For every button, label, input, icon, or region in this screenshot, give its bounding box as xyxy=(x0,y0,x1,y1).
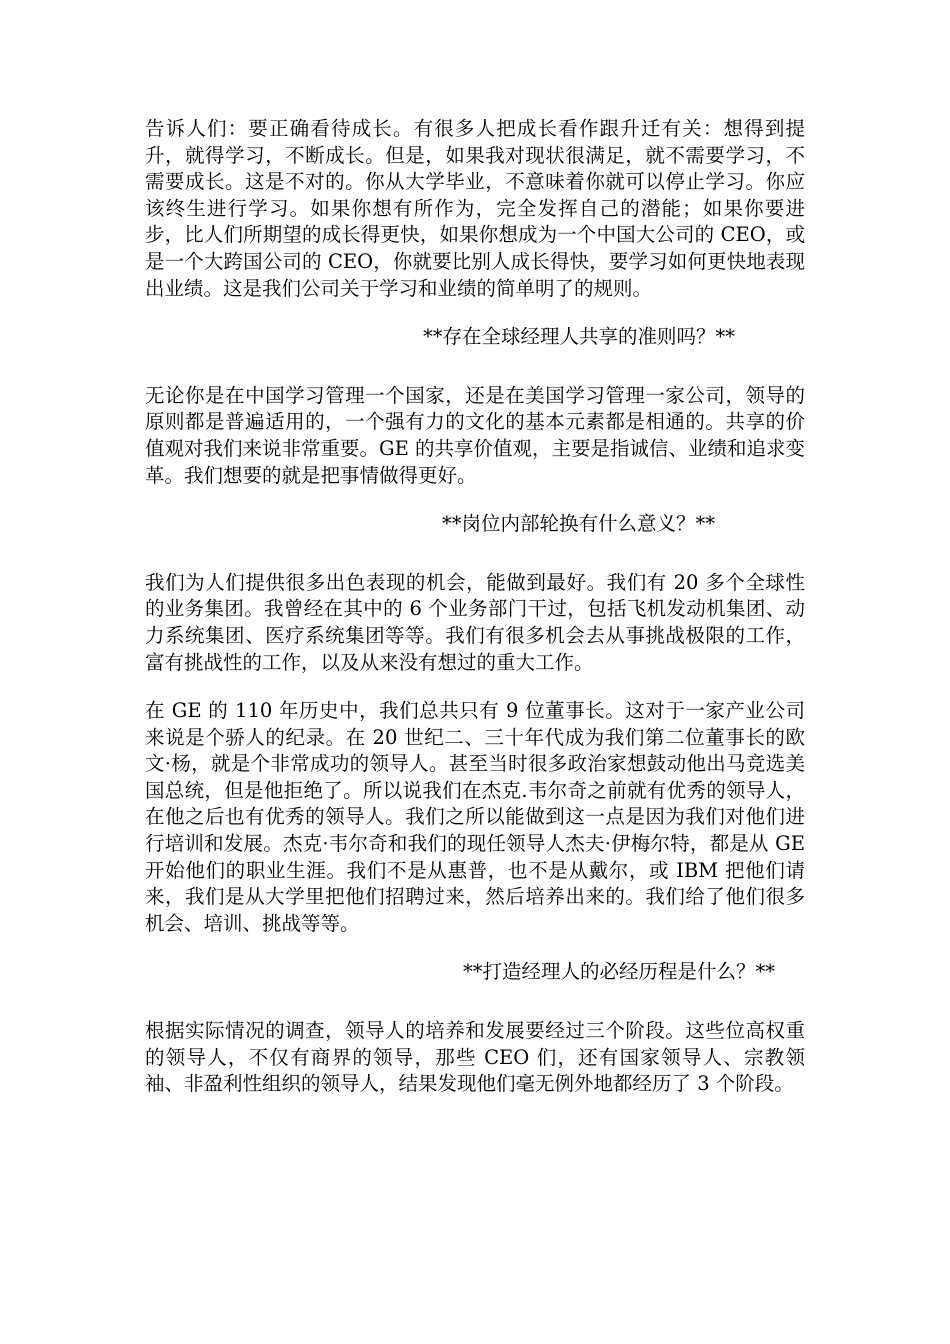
paragraph-ge-history: 在 GE 的 110 年历史中，我们总共只有 9 位董事长。这对于一家产业公司来说是个骄人的纪录。在 20 世纪二、三十年代成为我们第二位董事长的欧文·杨，就是个非常成功的领导人。甚至当时很多政治家想鼓动他出马竞选美国总统，但是他拒绝了。所以说我们在杰克.韦尔奇之前就有优秀的领导人，在他之后也有优秀的领导人。我们之所以能做到这一点是因为我们对他们进行培训和发展。杰克·韦尔奇和我们的现任领导人杰夫·伊梅尔特，都是从 GE 开始他们的职业生涯。我们不是从惠普，也不是从戴尔，或 IBM 把他们请来，我们是从大学里把他们招聘过来，然后培养出来的。我们给了他们很多机会、培训、挑战等等。 xyxy=(145,699,805,935)
spacer xyxy=(145,351,805,383)
spacer xyxy=(145,538,805,570)
document-body xyxy=(145,116,805,1098)
spacer xyxy=(145,676,805,698)
heading-global-principles: **存在全球经理人共享的准则吗？** xyxy=(422,325,735,349)
paragraph-shared-values: 无论你是在中国学习管理一个国家，还是在美国学习管理一家公司，领导的原则都是普遍适用的，一个强有力的文化的基本元素都是相通的。共享的价值观对我们来说非常重要。GE 的共享价值观，主要是指诚信、业绩和追求变革。我们想要的就是把事情做得更好。 xyxy=(145,383,806,487)
spacer xyxy=(145,489,805,511)
spacer xyxy=(145,986,805,1018)
paragraph-three-stages: 根据实际情况的调查，领导人的培养和发展要经过三个阶段。这些位高权重的领导人，不仅有商界的领导，那些 CEO 们，还有国家领导人、宗教领袖、非盈利性组织的领导人，结果发现他们毫无例外地都经历了 3 个阶段。 xyxy=(145,1019,805,1096)
heading-manager-path: **打造经理人的必经历程是什么？** xyxy=(462,960,775,984)
paragraph-opportunities: 我们为人们提供很多出色表现的机会，能做到最好。我们有 20 多个全球性的业务集团。我曾经在其中的 6 个业务部门干过，包括飞机发动机集团、动力系统集团、医疗系统集团等等。我们有很多机会去从事挑战极限的工作，富有挑战性的工作，以及从来没有想过的重大工作。 xyxy=(145,570,805,674)
heading-job-rotation: **岗位内部轮换有什么意义？** xyxy=(441,512,715,536)
spacer xyxy=(145,302,805,324)
spacer xyxy=(145,937,805,959)
paragraph-growth: 告诉人们：要正确看待成长。有很多人把成长看作跟升迁有关：想得到提升，就得学习，不断成长。但是，如果我对现状很满足，就不需要学习，不需要成长。这是不对的。你从大学毕业，不意味着你就可以停止学习。你应该终生进行学习。如果你想有所作为，完全发挥自己的潜能；如果你要进步，比人们所期望的成长得更快，如果你想成为一个中国大公司的 CEO，或是一个大跨国公司的 CEO，你就要比别人成长得快，要学习如何更快地表现出业绩。这是我们公司关于学习和业绩的简单明了的规则。 xyxy=(145,117,805,300)
